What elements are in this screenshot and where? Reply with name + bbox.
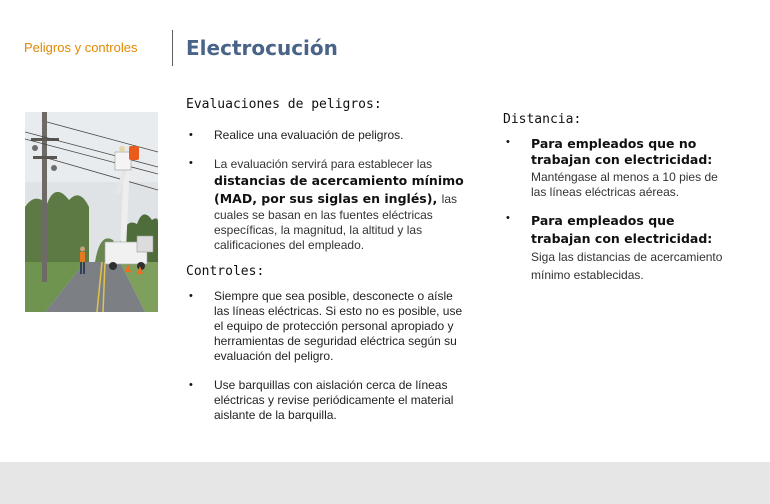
distance-list <box>503 136 733 284</box>
hazards-item-1: Realice una evaluación de peligros. <box>214 128 404 142</box>
list-item <box>186 157 476 253</box>
hazards-item-2-las: las <box>441 192 457 206</box>
distance-heading: Distancia: <box>503 112 582 127</box>
controls-item-1: Siempre que sea posible, desconecte o aísle las líneas eléctricas. Si esto no es posible, use el equipo de protección personal apropiado y herramientas de seguridad eléctrica según su evaluación del peligro. <box>214 289 463 363</box>
controls-heading: Controles: <box>186 264 265 279</box>
distance-item-2-text: Siga las distancias de acercamiento mínimo establecidas. <box>531 250 723 282</box>
list-item <box>186 378 464 423</box>
list-item <box>503 136 733 200</box>
list-item <box>186 128 476 143</box>
page-title: Electrocución <box>186 36 338 60</box>
distance-item-1-bold: • Para empleados que no trabajan con electricidad: <box>531 136 713 167</box>
section-label: Peligros y controles <box>24 40 138 55</box>
hazards-item-2-bold: distancias de acercamiento mínimo (MAD, por sus siglas en inglés), <box>214 173 464 206</box>
header-divider <box>172 30 173 66</box>
hazards-item-2-rest: cuales se basan en las fuentes eléctricas específicas, la magnitud, la altitud y las calificaciones del empleado. <box>214 208 433 252</box>
hazards-item-2-intro: • La evaluación servirá para establecer las <box>214 157 433 171</box>
distance-item-2-bold: Para empleados que trabajan con electricidad: <box>531 213 713 246</box>
bucket-truck-photo <box>25 112 158 312</box>
list-item <box>503 212 733 284</box>
list-item <box>186 289 464 364</box>
distance-item-1-text: Manténgase al menos a 10 pies de las líneas eléctricas aéreas. <box>531 170 718 199</box>
controls-item-2: Use barquillas con aislación cerca de líneas eléctricas y revise periódicamente el material aislante de la barquilla. <box>214 378 454 422</box>
footer-band <box>0 462 770 504</box>
controls-list <box>186 289 471 423</box>
hazards-heading: Evaluaciones de peligros: <box>186 97 382 112</box>
hazards-list <box>186 128 476 253</box>
